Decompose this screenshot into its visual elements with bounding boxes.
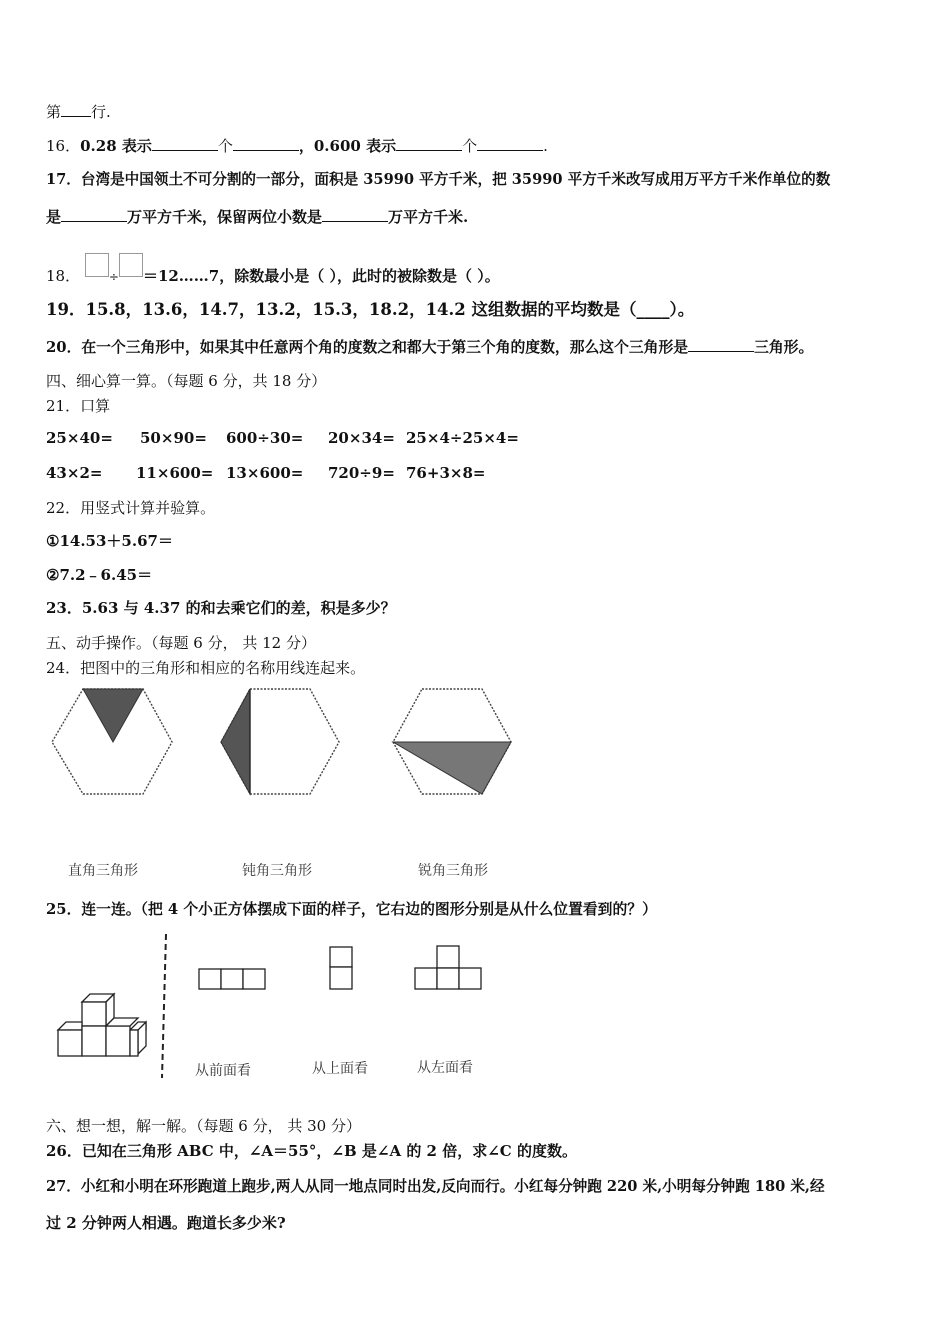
q19-text: 19．15.8，13.6，14.7，13.2，15.3，18.2，14.2 这组数据的平均数是（ [46,300,637,319]
label-right-triangle[interactable]: 直角三角形 [68,863,138,879]
section-6-heading: 六、想一想，解一解。（每题 6 分， 共 30 分） [46,1117,361,1135]
front-view-cell [221,969,243,989]
top-view-cell [330,967,352,989]
q17-line1: 17．台湾是中国领土不可分割的一部分，面积是 35990 平方千米，把 35990 平方千米改写成用万平方千米作单位的数 [46,171,831,188]
q15-post: 行. [91,103,111,121]
calc-item: 50×90= [140,429,207,447]
q24-title: 24．把图中的三角形和相应的名称用线连起来。 [46,659,366,677]
acute-triangle-shape[interactable] [393,742,511,794]
right-triangle-shape[interactable] [83,689,143,742]
calc-item: 76+3×8= [406,464,486,482]
q16-text-d: 个 [462,137,478,155]
answer-blank[interactable] [396,136,462,151]
answer-blank[interactable]: ____ [636,300,670,319]
label-left-view[interactable]: 从左面看 [417,1060,473,1076]
label-acute-triangle[interactable]: 锐角三角形 [418,863,488,879]
answer-blank[interactable] [322,207,388,222]
q17-post: 万平方千米. [388,208,469,226]
divisor-box[interactable] [119,253,143,277]
q15-tail [46,102,111,122]
calc-item: 600÷30= [226,429,304,447]
answer-blank[interactable] [233,136,299,151]
front-view-cell [243,969,265,989]
front-view-cell [199,969,221,989]
answer-blank[interactable] [152,136,218,151]
q16-text-e: . [543,137,548,155]
q16-number: 16． [46,137,81,155]
question-20 [46,337,813,358]
q20-end: 三角形。 [754,339,814,356]
answer-blank[interactable] [61,207,127,222]
dividend-box[interactable] [85,253,109,277]
q22-a: ①14.53＋5.67＝ [46,532,173,550]
left-view-cell [437,968,459,989]
calc-item: 25×4÷25×4= [406,429,519,447]
q17-line2 [46,207,468,227]
calc-item: 20×34= [328,429,395,447]
q25-title: 25．连一连。（把 4 个小正方体摆成下面的样子，它右边的图形分别是从什么位置看到的？） [46,901,657,918]
q16-text-b: 个 [217,137,233,155]
left-view-cell [459,968,481,989]
left-view-cell [415,968,437,989]
question-18 [46,253,500,287]
question-19 [46,300,694,320]
label-top-view[interactable]: 从上面看 [312,1061,368,1077]
section-4-heading: 四、细心算一算。（每题 6 分，共 18 分） [46,372,327,390]
q18-number: 18． [46,267,81,285]
answer-blank[interactable] [688,337,754,352]
section-5-heading: 五、动手操作。（每题 6 分， 共 12 分） [46,634,316,652]
calc-item: 13×600= [226,464,304,482]
label-front-view[interactable]: 从前面看 [195,1063,251,1079]
answer-blank[interactable] [61,102,91,117]
obtuse-triangle-shape[interactable] [221,689,250,794]
q15-pre: 第 [46,103,62,121]
q22-title: 22．用竖式计算并验算。 [46,499,216,517]
answer-blank[interactable] [477,136,543,151]
q16-text-c: ，0.600 表示 [298,137,397,155]
question-16 [46,136,548,156]
hexagon-figures [48,686,528,801]
q16-text-a: 0.28 表示 [80,137,152,155]
label-obtuse-triangle[interactable]: 钝角三角形 [242,863,312,879]
left-view-cell [437,946,459,968]
calc-item: 25×40= [46,429,113,447]
q21-title: 21．口算 [46,397,111,415]
q17-pre: 是 [46,208,62,226]
calc-item: 43×2= [46,464,103,482]
q17-mid: 万平方千米，保留两位小数是 [127,208,323,226]
q27-line1: 27．小红和小明在环形跑道上跑步,两人从同一地点同时出发,反向而行。小红每分钟跑 220 米,小明每分钟跑 180 米,经 [46,1178,825,1195]
calc-item: 11×600= [136,464,214,482]
top-view-cell [330,947,352,967]
q19-end: ）。 [669,300,695,319]
q20-text: 20．在一个三角形中，如果其中任意两个角的度数之和都大于第三个角的度数，那么这个三角形是 [46,339,689,356]
q18-text: ＝12……7，除数最小是（ ），此时的被除数是（ ）。 [142,267,500,285]
q27-line2: 过 2 分钟两人相遇。跑道长多少米? [46,1214,286,1232]
question-23: 23．5.63 与 4.37 的和去乘它们的差，积是多少？ [46,599,396,617]
question-26: 26．已知在三角形 ABC 中，∠A＝55°，∠B 是∠A 的 2 倍，求∠C 的度数。 [46,1142,577,1160]
calc-item: 720÷9= [328,464,395,482]
divide-sign: ÷ [108,270,119,284]
q22-b: ②7.2﹣6.45＝ [46,566,153,584]
